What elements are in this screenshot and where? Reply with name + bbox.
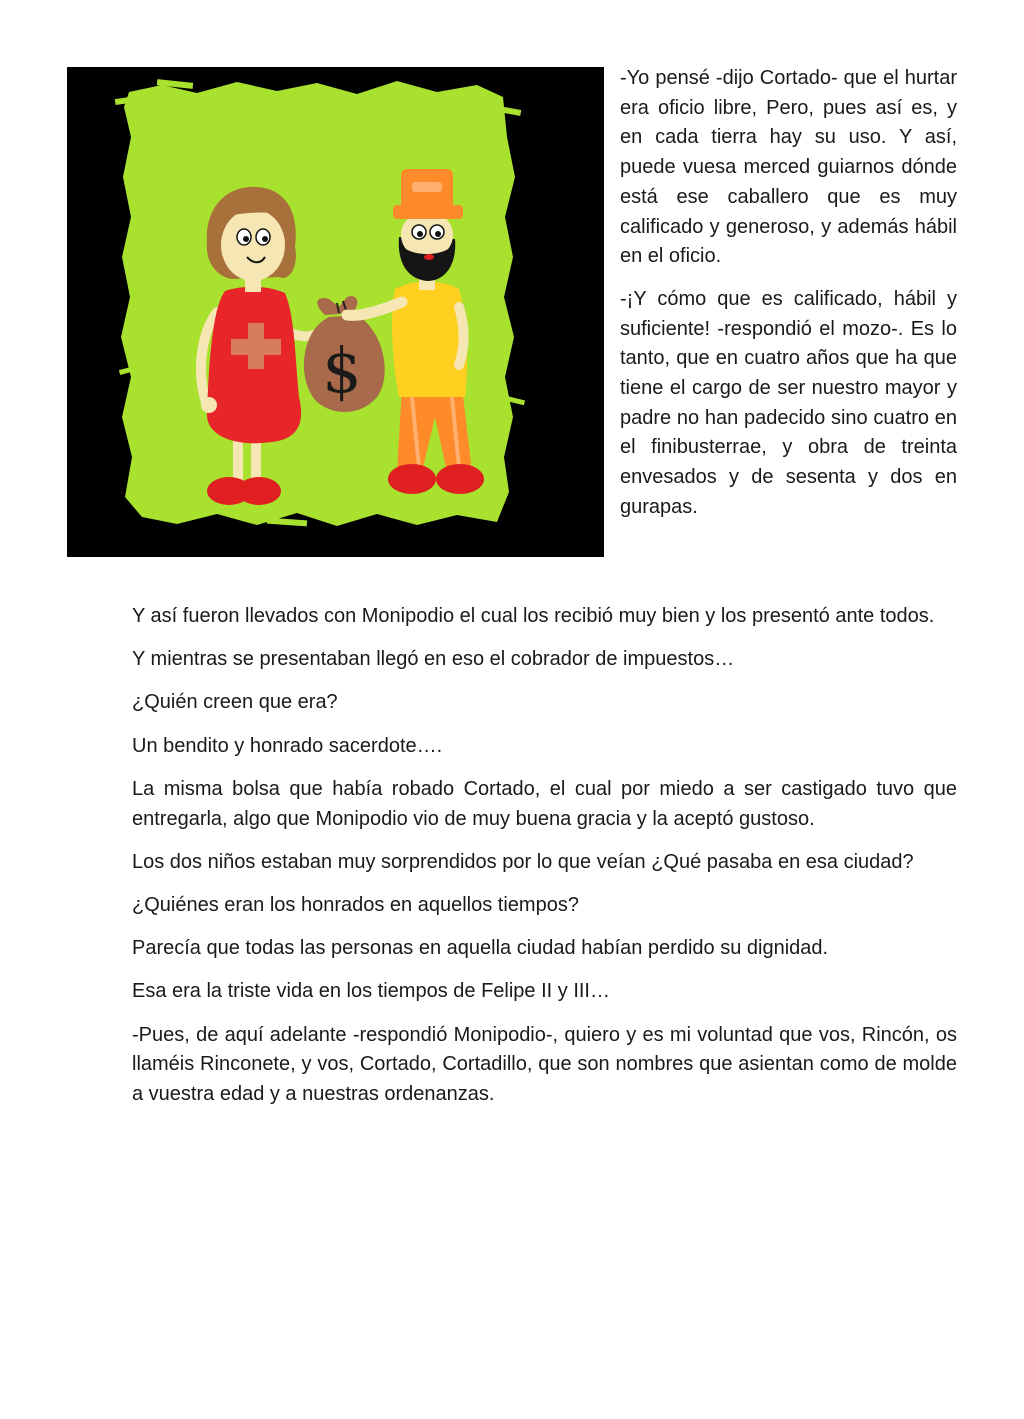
side-column-text — [620, 64, 957, 536]
paragraph: Un bendito y honrado sacerdote…. — [132, 734, 443, 757]
paragraph: -Pues, de aquí adelante -respondió Monipodio-, quiero y es mi voluntad que vos, Rincón, os llaméis Rinconete, y vos, Cortado, Cortadillo, que son nombres que asientan como de molde a vuestra edad y a nuestras ordenanzas. — [132, 1023, 957, 1105]
paragraph: -¡Y cómo que es calificado, hábil y suficiente! -respondió el mozo-. Es lo tanto, que en cuatro años que ha que tiene el cargo de ser nuestro mayor y padre no han padecido sino cuatro en el finibusterrae, y obra de treinta envesados y de sesenta y dos en gurapas. — [620, 287, 957, 518]
paragraph: La misma bolsa que había robado Cortado, el cual por miedo a ser castigado tuvo que entregarla, algo que Monipodio vio de muy buena gracia y la aceptó gustoso. — [132, 777, 957, 830]
paragraph: Parecía que todas las personas en aquella ciudad habían perdido su dignidad. — [132, 937, 829, 960]
paragraph: -Yo pensé -dijo Cortado- que el hurtar era oficio libre, Pero, pues así es, y en cada tierra hay su uso. Y así, puede vuesa merced guiarnos dónde está ese caballero que es muy calificado y generoso, y además hábil en el oficio. — [620, 67, 957, 268]
paragraph: Y mientras se presentaban llegó en eso el cobrador de impuestos… — [132, 648, 735, 671]
paragraph: ¿Quiénes eran los honrados en aquellos tiempos? — [132, 893, 579, 916]
main-text — [132, 602, 957, 1123]
paragraph: Los dos niños estaban muy sorprendidos por lo que veían ¿Qué pasaba en esa ciudad? — [132, 850, 914, 873]
illustration-drawing — [67, 67, 604, 557]
money-bag-symbol: $ — [322, 334, 362, 407]
paragraph: Esa era la triste vida en los tiempos de Felipe II y III… — [132, 980, 610, 1003]
paragraph: Y así fueron llevados con Monipodio el cual los recibió muy bien y los presentó ante todos. — [132, 605, 935, 627]
paragraph: ¿Quién creen que era? — [132, 691, 338, 714]
story-illustration — [67, 67, 604, 557]
